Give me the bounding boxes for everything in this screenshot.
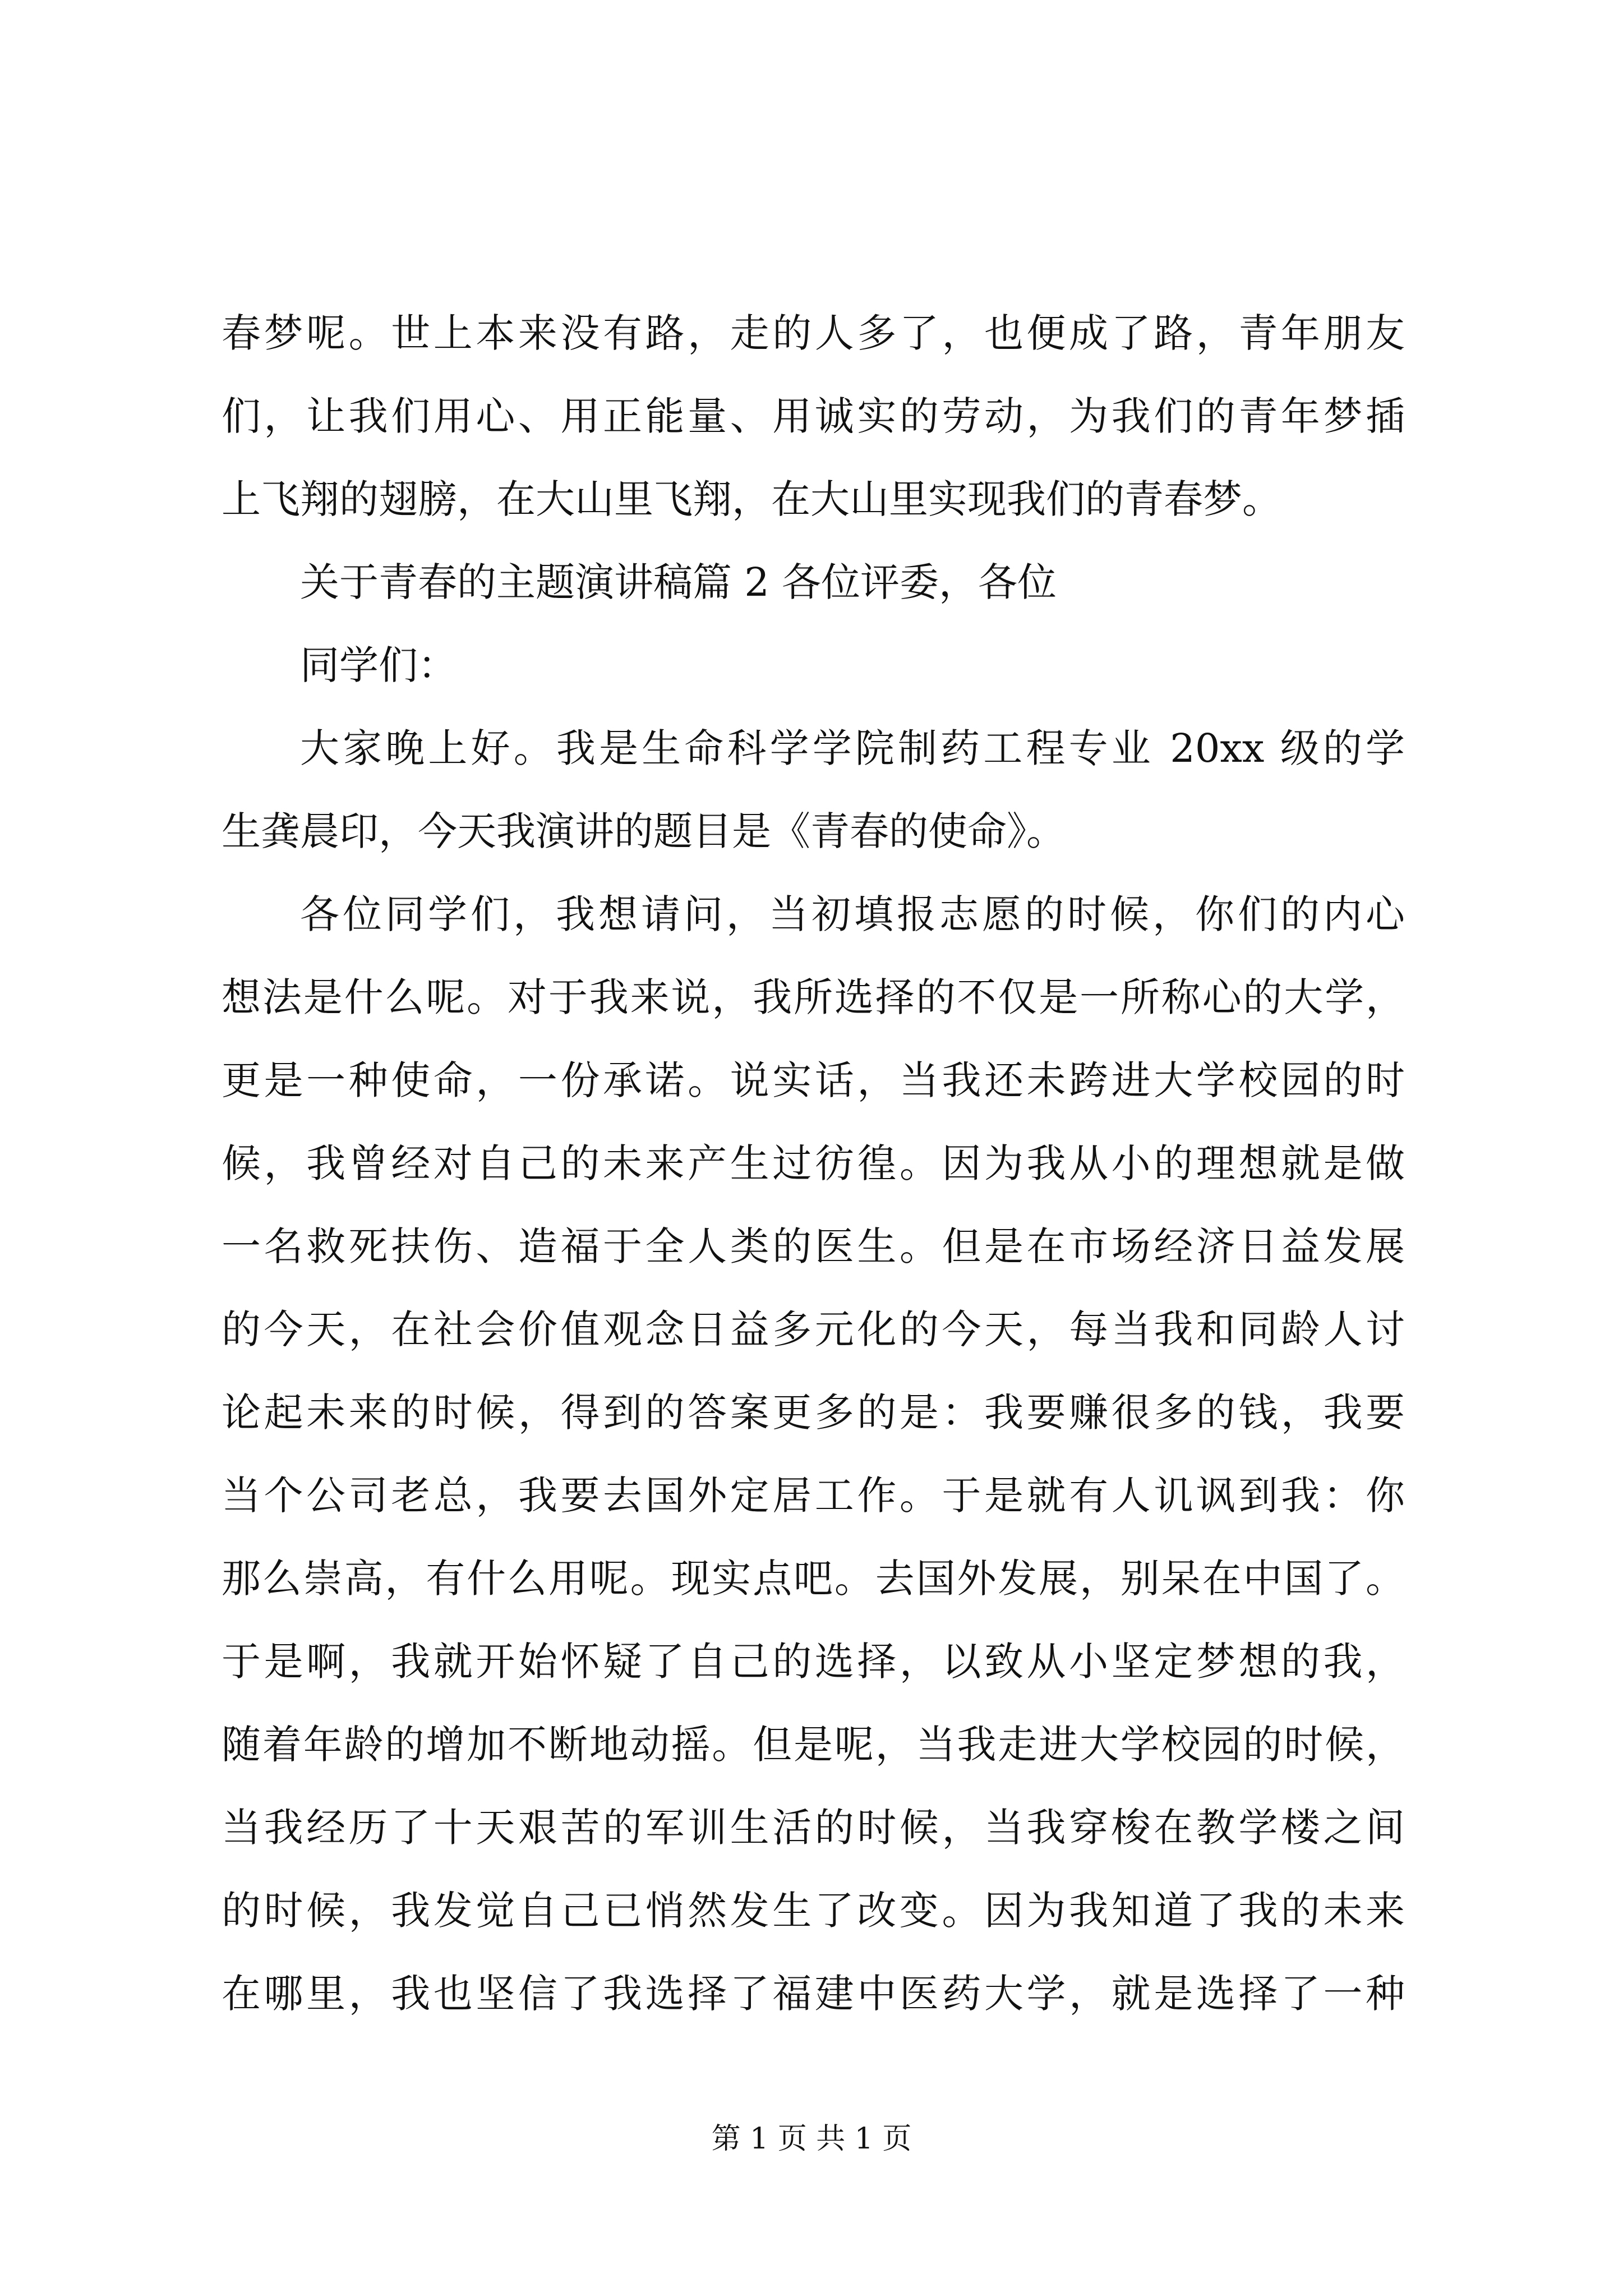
salutation-line: 同学们： [300,642,457,688]
text-line-21: 在哪里，我也坚信了我选择了福建中医药大学，就是选择了一种 [222,1971,1405,2017]
text-line-13: 的今天，在社会价值观念日益多元化的今天，每当我和同龄人讨 [222,1306,1405,1352]
text-line-15: 当个公司老总，我要去国外定居工作。于是就有人讥讽到我：你 [222,1473,1405,1519]
text-line-18: 随着年龄的增加不断地动摇。但是呢，当我走进大学校园的时候， [222,1722,1405,1768]
page-number-footer: 第 1 页 共 1 页 [711,2122,912,2156]
text-line-7: 生龚晨印，今天我演讲的题目是《青春的使命》。 [222,808,1066,854]
text-line-3: 上飞翔的翅膀，在大山里飞翔，在大山里实现我们的青春梦。 [222,476,1281,522]
text-line-14: 论起未来的时候，得到的答案更多的是：我要赚很多的钱，我要 [222,1389,1405,1435]
text-line-6: 大家晚上好。我是生命科学学院制药工程专业 20xx 级的学 [300,725,1405,771]
text-line-8: 各位同学们，我想请问，当初填报志愿的时候，你们的内心 [300,891,1405,937]
text-line-11: 候，我曾经对自己的未来产生过彷徨。因为我从小的理想就是做 [222,1140,1405,1186]
text-line-12: 一名救死扶伤、造福于全人类的医生。但是在市场经济日益发展 [222,1223,1405,1269]
text-line-9: 想法是什么呢。对于我来说，我所选择的不仅是一所称心的大学， [222,974,1405,1020]
text-line-17: 于是啊，我就开始怀疑了自己的选择，以致从小坚定梦想的我， [222,1639,1405,1685]
text-line-19: 当我经历了十天艰苦的军训生活的时候，当我穿梭在教学楼之间 [222,1805,1405,1851]
text-line-1: 春梦呢。世上本来没有路，走的人多了，也便成了路，青年朋友 [222,310,1405,356]
text-line-20: 的时候，我发觉自己已悄然发生了改变。因为我知道了我的未来 [222,1888,1405,1934]
text-line-16: 那么崇高，有什么用呢。现实点吧。去国外发展，别呆在中国了。 [222,1556,1405,1602]
text-line-10: 更是一种使命，一份承诺。说实话，当我还未跨进大学校园的时 [222,1057,1405,1103]
text-line-2: 们，让我们用心、用正能量、用诚实的劳动，为我们的青年梦插 [222,393,1405,439]
section-heading-line: 关于青春的主题演讲稿篇 2 各位评委，各位 [300,559,1057,605]
document-body [222,292,1405,2035]
